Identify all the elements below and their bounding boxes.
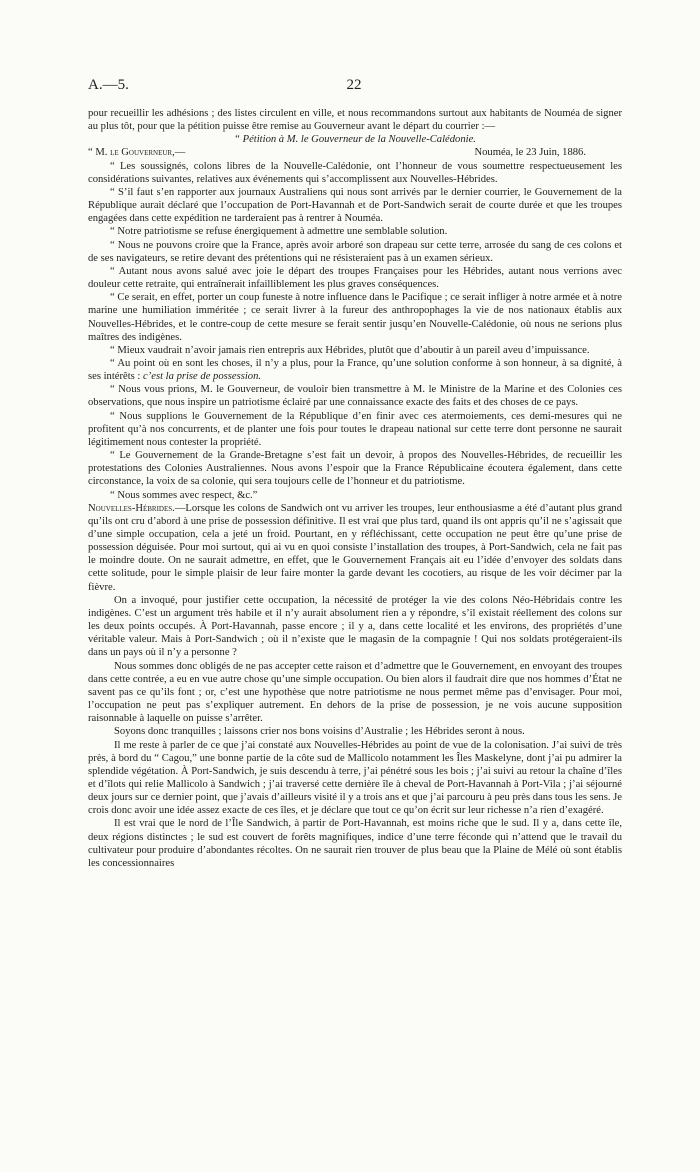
petition-title: “ Pétition à M. le Gouverneur de la Nouvelle-Calédonie. [234,134,476,146]
petition-paragraph-honneur [88,357,622,383]
petition-closing: “ Nous sommes avec respect, &c.” [110,489,258,501]
page-body [88,107,622,870]
section-paragraph-first [88,502,622,594]
salutation-line [88,146,622,159]
petition-paragraph: “ Notre patriotisme se refuse énergiquement à admettre une semblable solution. [110,226,448,238]
section-paragraph: Il est vrai que le nord de l’Île Sandwich, à partir de Port-Havannah, est moins riche que le sud. Il y a, dans cette île, deux régions distinctes ; le sud est couvert de forêts magnifiques, indice d’une terre féconde qui n’attend que le travail du cultivateur pour produire d’abondantes récoltes. On ne saurait rien trouver de plus beau que la Plaine de Mélé où sont établis les concessionnaires [88,818,622,869]
page-number: 22 [346,77,362,93]
petition-paragraph: “ Les soussignés, colons libres de la Nouvelle-Calédonie, ont l’honneur de vous soumettre respectueusement les considérations suivantes, relatives aux événements qui s’accomplissent aux Nouvelles-Hébrides. [88,160,622,185]
intro-paragraph: pour recueillir les adhésions ; des listes circulent en ville, et nous recommandons surtout aux habitants de Nouméa de signer au plus tôt, pour que la pétition puisse être remise au Gouverneur avant le départ du courrier :— [88,108,622,133]
petition-paragraph: “ Nous vous prions, M. le Gouverneur, de vouloir bien transmettre à M. le Ministre de la Marine et des Colonies ces observations, que nous inspire un patriotisme éclairé par une connaissance exacte des faits et des choses de ce pays. [88,384,622,409]
petition-paragraph: “ Nous supplions le Gouvernement de la République d’en finir avec ces atermoiements, ces demi-mesures qui ne profitent qu’à nos concurrents, et de planter une fois pour toutes le drapeau national sur cette terre dont personne ne saurait légitimement nous contester la propriété. [88,410,622,448]
petition-paragraph: “ S’il faut s’en rapporter aux journaux Australiens qui nous sont arrivés par le dernier courrier, le Gouvernement de la République aurait déclaré que l’occupation de Port-Havannah et de Port-Sandwich serait de courte durée et que les troupes engagées dans cette expédition ne tarderaient pas à rentrer à Nouméa. [88,186,622,225]
section-heading: Nouvelles-Hébrides. [88,502,175,514]
section-first-text: —Lorsque les colons de Sandwich ont vu arriver les troupes, leur enthousiasme a été d’autant plus grand qu’ils ont cru d’abord à une prise de possession définitive. Il est vrai que plus tard, quand ils ont appris qu’il ne s’agissait que d’une simple occupation, cela a jeté un froid. Pourtant, en y réfléchissant, cette occupation ne peut être qu’une prise de possession déguisée. Pour moi surtout, qui ai vu en quoi consiste l’installation des troupes, à Port-Sandwich, cela ne fait pas le moindre doute. On ne saurait admettre, en effet, que le Gouvernement Français ait eu l’idée d’envoyer des soldats dans cette solitude, pour le simple plaisir de leur faire monter la garde devant les cocotiers, au risque de les voir décimer par la fièvre. [88,502,622,593]
petition-paragraph: “ Le Gouvernement de la Grande-Bretagne s’est fait un devoir, à propos des Nouvelles-Hébrides, de recueillir les protestations des Colonies Australiennes. Nous avons l’espoir que la France Républicaine écoutera également, dans cette circonstance, la voix de sa colonie, qui sera toujours celle de l’honneur et du patriotisme. [88,450,622,488]
section-paragraph: Nous sommes donc obligés de ne pas accepter cette raison et d’admettre que le Gouvernement, en envoyant des troupes dans cette contrée, a eu en vue autre chose qu’une simple occupation. Ou bien alors il faudrait dire que nos hommes d’État ne savent pas ce qu’ils font ; or, c’est une hypothèse que notre patriotisme ne nous permet même pas d’envisager. Pour moi, l’occupation ne peut pas s’expliquer autrement. En dehors de la prise de possession, je ne vois aucune supposition raisonnable à laquelle on puisse s’arrêter. [88,660,622,725]
petition-paragraph: “ Nous ne pouvons croire que la France, après avoir arboré son drapeau sur cette terre, arrosée du sang de ces colons et de ses navigateurs, se retire devant des prétentions qui ne résisteraient pas à un examen sérieux. [88,239,622,264]
page-header [88,77,620,97]
section-paragraph: On a invoqué, pour justifier cette occupation, la nécessité de protéger la vie des colons Néo-Hébridais contre les indigènes. C’est un argument très habile et il n’y aurait absolument rien a y répondre, s’il existait réellement des colons sur les deux points occupés. À Port-Havannah, passe encore ; il y a, dans cette localité et les environs, des propriétés d’une véritable valeur. Mais à Port-Sandwich ; où il n’existe que le magasin de la compagnie ! Qui nos soldats protégeraient-ils dans un pays où il n’y a personne ? [88,594,622,659]
salutation: “ M. le Gouverneur,— [88,147,186,159]
section-paragraph: Soyons donc tranquilles ; laissons crier nos bons voisins d’Australie ; les Hébrides seront à nous. [114,726,525,738]
petition-paragraph: “ Ce serait, en effet, porter un coup funeste à notre influence dans le Pacifique ; ce serait infliger à notre armée et à notre marine une humiliation imméritée ; ce serait livrer à la fureur des anthropophages la vie de nos nationaux établis aux Nouvelles-Hébrides, et le contre-coup de cette mesure se ferait sentir jusqu’en Nouvelle-Calédonie, où nous ne serions plus maîtres des indigènes. [88,292,622,343]
section-paragraph: Il me reste à parler de ce que j’ai constaté aux Nouvelles-Hébrides au point de vue de la colonisation. J’ai suivi de très près, à bord du “ Cagou,” une bonne partie de la côte sud de Mallicolo notamment les Îles Maskelyne, dont j’ai pu admirer la splendide végétation. À Port-Sandwich, je suis descendu à terre, j’ai pénétré sous les bois ; j’ai suivi au retour la chaîne d’îles et d’îlots qui relie Mallicolo à Sandwich ; j’ai traversé cette dernière île à cheval de Port-Havannah à Port-Vila ; j’ai séjourné deux jours sur ce dernier point, que j’avais d’ailleurs visité il y a trois ans et que j’ai parcouru à peu près dans tous les sens. Je crois donc avoir une idée assez exacte de ces îles, et je déclare que tout ce qu’on écrit sur leur richesse n’a rien d’exagéré. [88,739,622,817]
petition-paragraph: “ Autant nous avons salué avec joie le départ des troupes Françaises pour les Hébrides, autant nous verrions avec douleur cette retraite, qui entraînerait infailliblement les plus graves conséquences. [88,265,622,291]
petition-paragraph: “ Mieux vaudrait n’avoir jamais rien entrepris aux Hébrides, plutôt que d’aboutir à un pareil aveu d’impuissance. [110,344,590,356]
place-date: Nouméa, le 23 Juin, 1886. [474,147,586,159]
honneur-text: “ Au point où en sont les choses, il n’y a plus, pour la France, qu’une solution conforme à son honneur, à sa dignité, à ses intérêts : [88,357,622,383]
document-reference: A.—5. [88,77,129,93]
honneur-emphasis: c’est la prise de possession. [143,371,262,383]
